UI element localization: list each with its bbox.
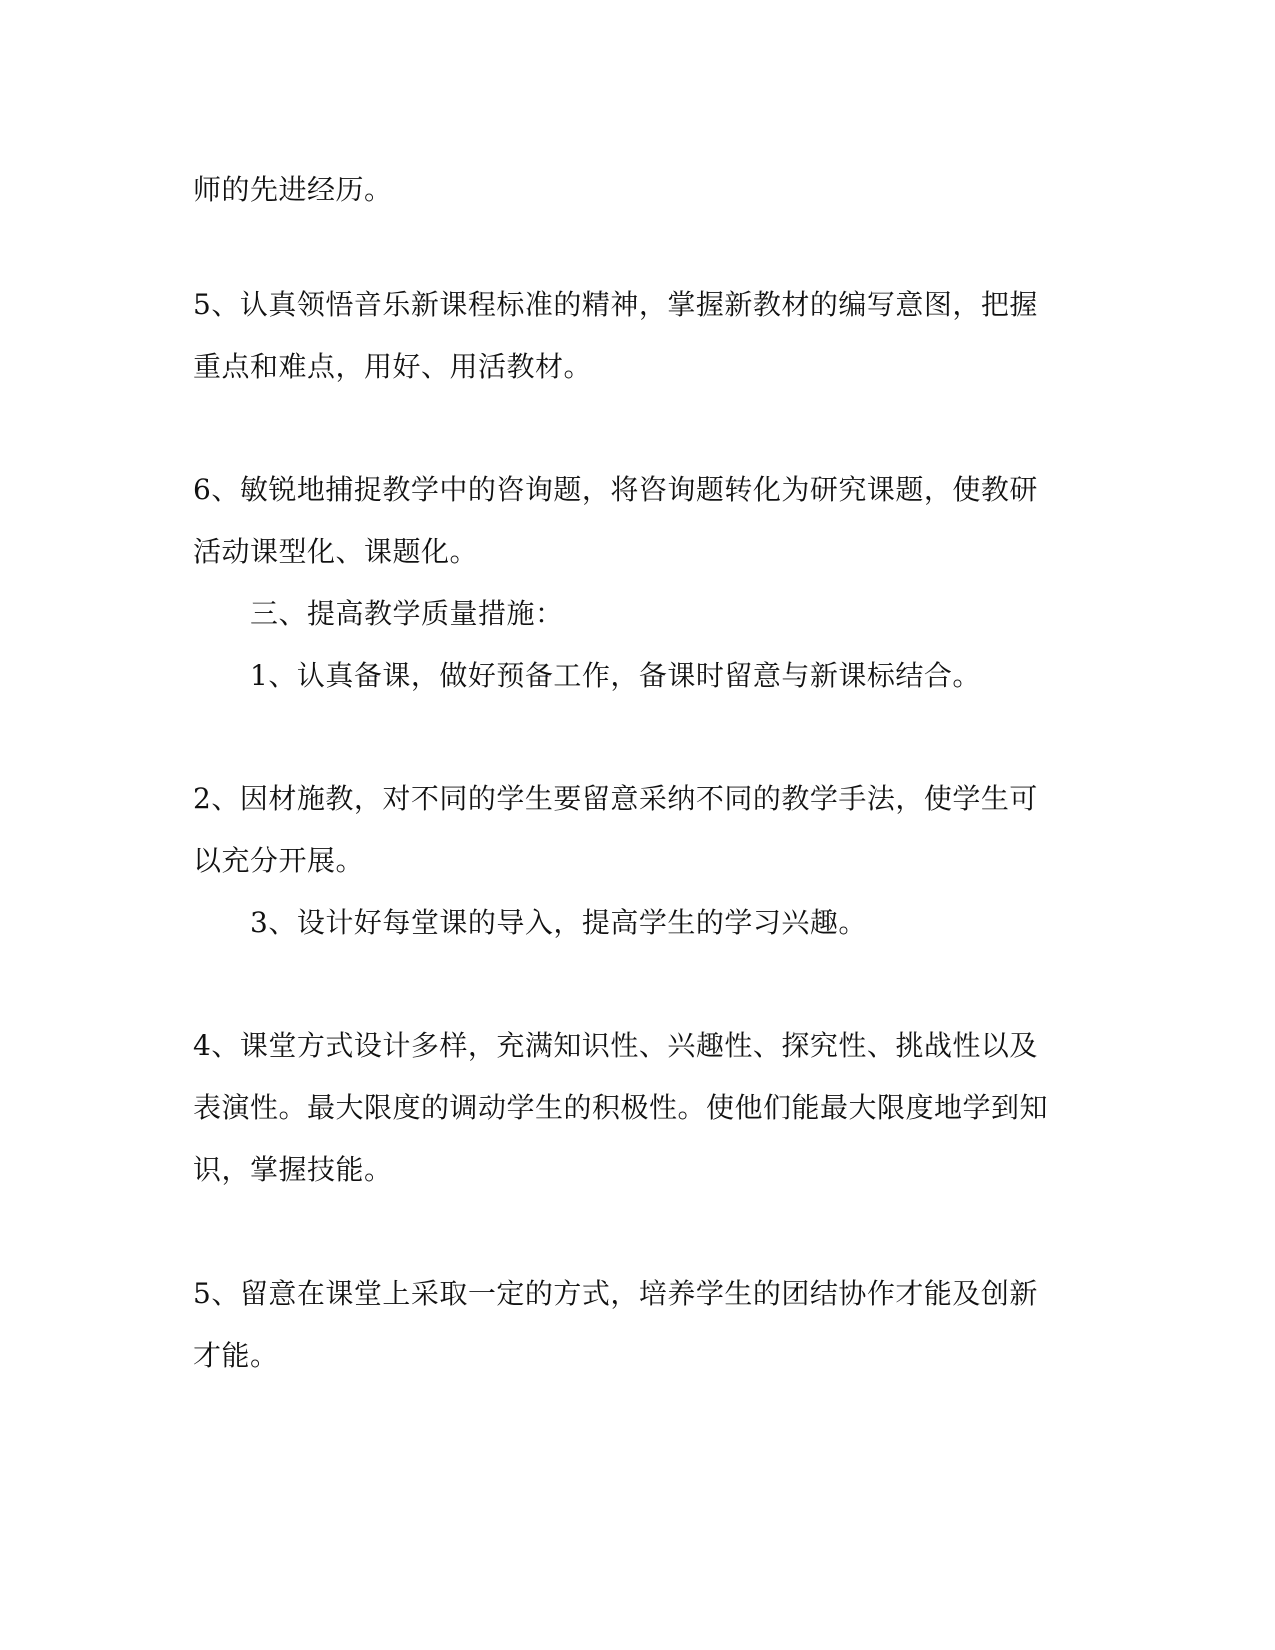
text-line: 重点和难点，用好、用活教材。 (193, 350, 593, 383)
text-line: 识，掌握技能。 (193, 1153, 393, 1186)
text-line: 6、敏锐地捕捉教学中的咨询题，将咨询题转化为研究课题，使教研 (193, 473, 1038, 506)
text-line: 2、因材施教，对不同的学生要留意采纳不同的教学手法，使学生可 (193, 782, 1038, 815)
text-line: 5、留意在课堂上采取一定的方式，培养学生的团结协作才能及创新 (193, 1277, 1038, 1310)
text-line: 活动课型化、课题化。 (193, 535, 479, 568)
text-line: 5、认真领悟音乐新课程标准的精神，掌握新教材的编写意图，把握 (193, 288, 1038, 321)
text-line: 以充分开展。 (193, 844, 365, 877)
text-line: 3、设计好每堂课的导入，提高学生的学习兴趣。 (250, 906, 867, 939)
text-line: 师的先进经历。 (193, 173, 393, 206)
section-heading: 三、提高教学质量措施： (250, 597, 564, 630)
text-line: 表演性。最大限度的调动学生的积极性。使他们能最大限度地学到知 (193, 1091, 1049, 1124)
text-line: 才能。 (193, 1339, 279, 1372)
text-line: 4、课堂方式设计多样，充满知识性、兴趣性、探究性、挑战性以及 (193, 1029, 1038, 1062)
text-line: 1、认真备课，做好预备工作，备课时留意与新课标结合。 (250, 659, 981, 692)
